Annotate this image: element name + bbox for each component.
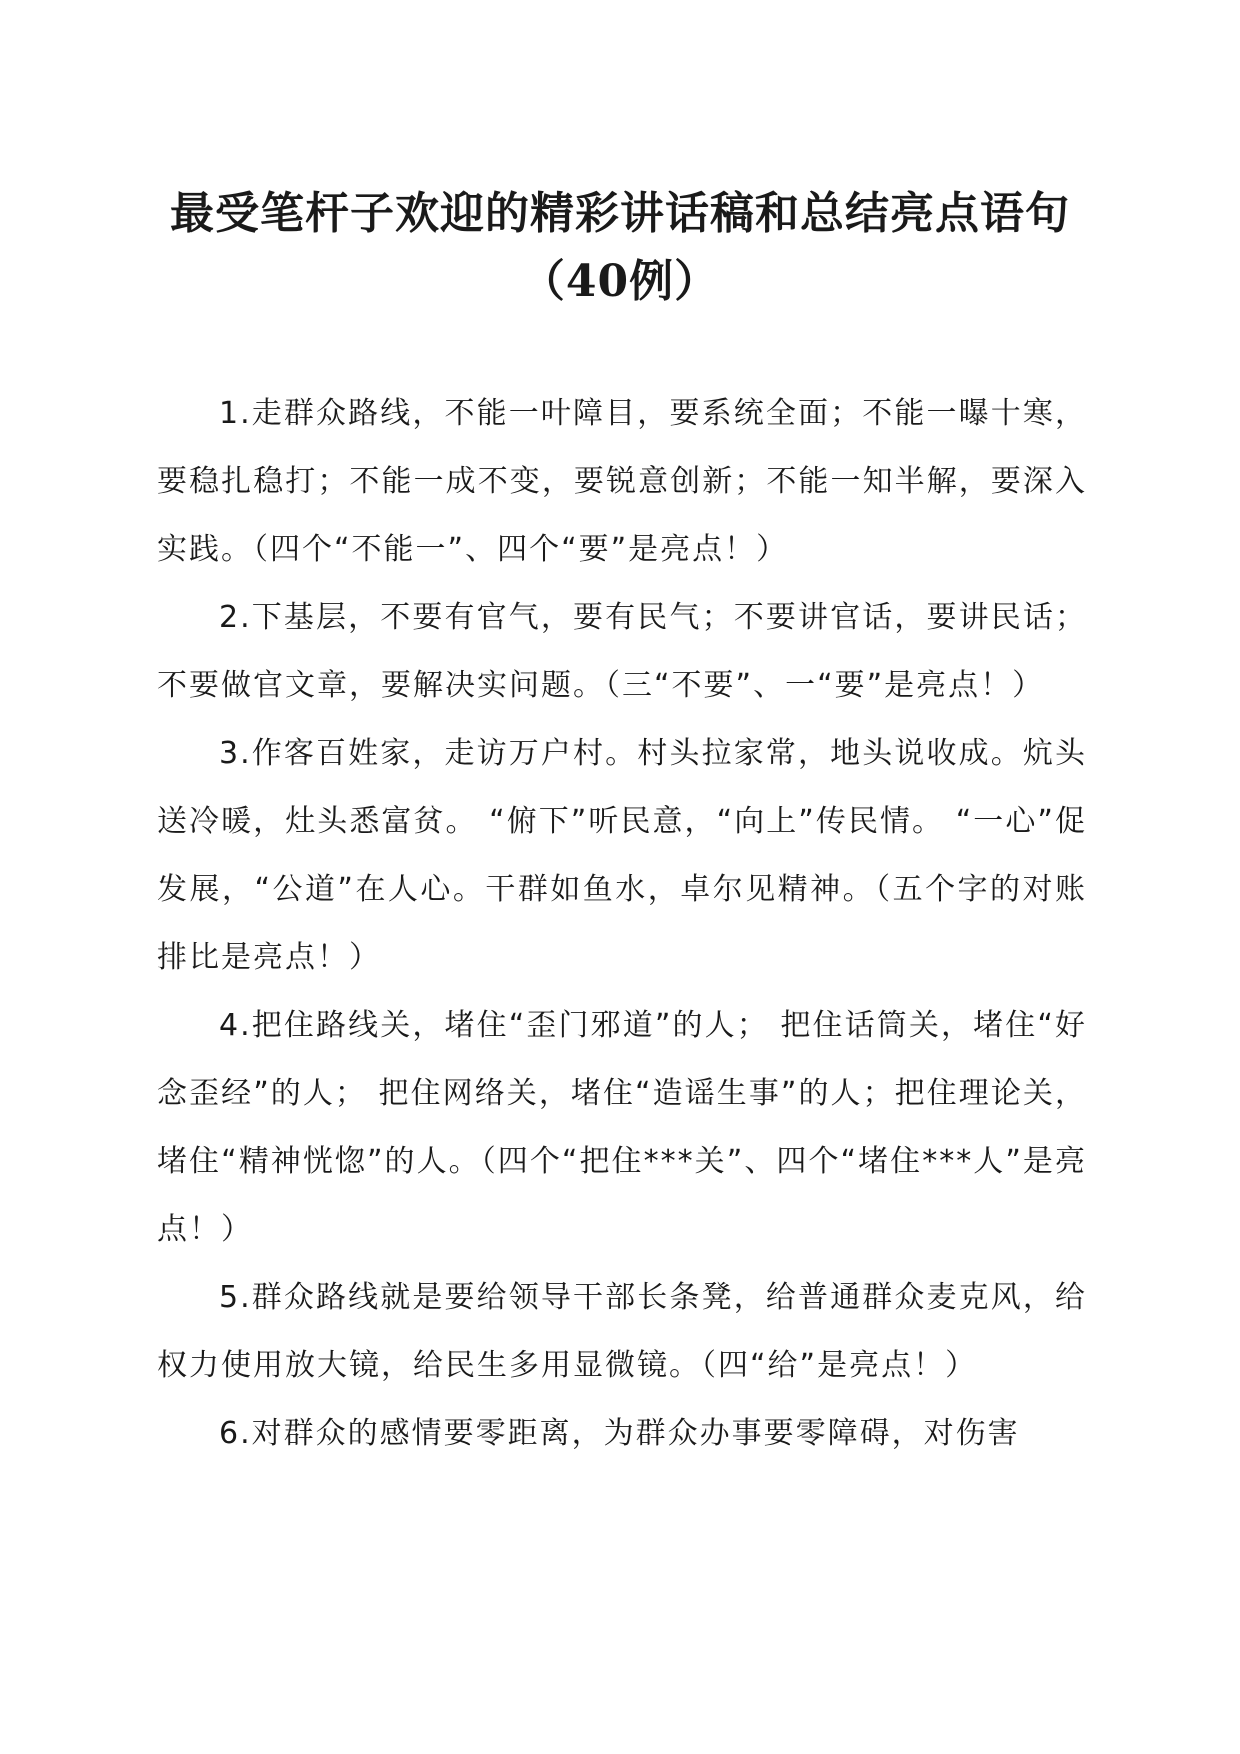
paragraph-2: 2.下基层，不要有官气，要有民气；不要讲官话，要讲民话；不要做官文章，要解决实问题。（三“不要”、一“要”是亮点！） xyxy=(157,600,1087,703)
title-line-2: （40例） xyxy=(520,256,720,307)
document-body xyxy=(157,380,1087,1468)
paragraph-4: 4.把住路线关，堵住“歪门邪道”的人； 把住话筒关，堵住“好念歪经”的人； 把住网络关，堵住“造谣生事”的人；把住理论关，堵住“精神恍惚”的人。（四个“把住***关”、四个“堵住***人”是亮点！） xyxy=(157,1008,1087,1247)
paragraph-3: 3.作客百姓家，走访万户村。村头拉家常，地头说收成。炕头送冷暖，灶头悉富贫。 “俯下”听民意，“向上”传民情。 “一心”促发展，“公道”在人心。干群如鱼水，卓尔见精神。（五个字的对账排比是亮点！） xyxy=(157,736,1087,975)
paragraph-1: 1.走群众路线，不能一叶障目，要系统全面；不能一曝十寒，要稳扎稳打；不能一成不变，要锐意创新；不能一知半解，要深入实践。（四个“不能一”、四个“要”是亮点！） xyxy=(157,396,1087,567)
document-title xyxy=(120,180,1120,316)
paragraph-6: 6.对群众的感情要零距离，为群众办事要零障碍，对伤害 xyxy=(219,1416,1020,1451)
title-line-1: 最受笔杆子欢迎的精彩讲话稿和总结亮点语句 xyxy=(170,188,1070,239)
paragraph-5: 5.群众路线就是要给领导干部长条凳，给普通群众麦克风，给权力使用放大镜，给民生多用显微镜。（四“给”是亮点！） xyxy=(157,1280,1087,1383)
